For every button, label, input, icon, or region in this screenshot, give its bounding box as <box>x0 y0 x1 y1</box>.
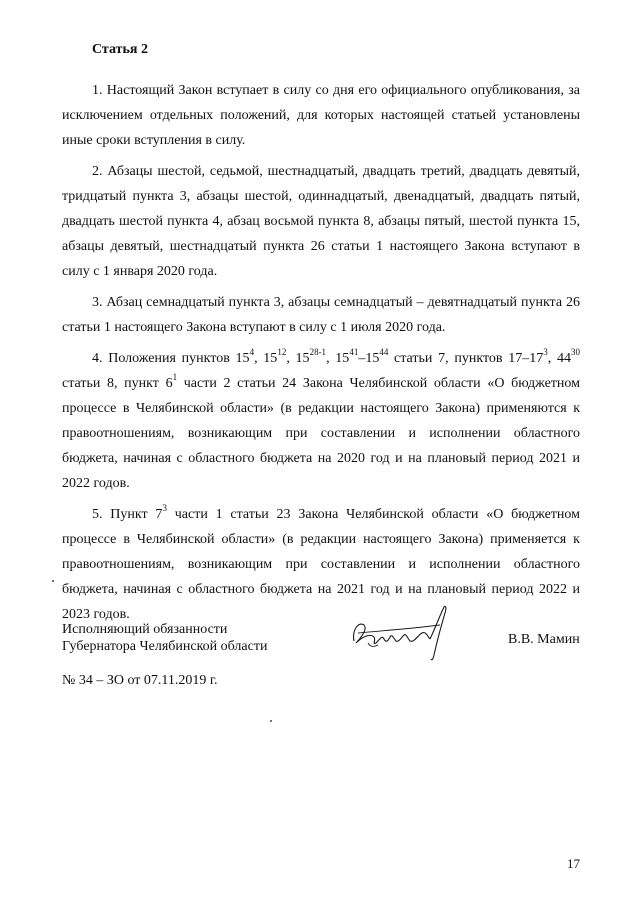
scan-speck <box>52 580 54 582</box>
paragraph-1: 1. Настоящий Закон вступает в силу со дня его официального опубликования, за исключением отдельных положений, для которых настоящей статьей установлены иные сроки вступления в силу. <box>62 83 580 148</box>
p4-sup-3: 28-1 <box>309 347 327 358</box>
p4-text-1: 4. Положения пунктов 15 <box>92 351 250 366</box>
paragraph-3: 3. Абзац семнадцатый пункта 3, абзацы семнадцатый – девятнадцатый пункта 26 статьи 1 настоящего Закона вступают в силу с 1 июля 2020 года. <box>62 295 580 335</box>
p4-text-9: части 2 статьи 24 Закона Челябинской области «О бюджетном процессе в Челябинской области» (в редакции настоящего Закона) применяются к правоотношениям, возникающим при составлении и исполнении областного бюджета, начиная с областного бюджета на 2020 год и на плановый период 2021 и 2022 годов. <box>62 376 580 491</box>
p4-text-7: , 44 <box>547 351 572 366</box>
p4-text-4: , 15 <box>326 351 350 366</box>
article-body <box>62 78 580 633</box>
paragraph-2: 2. Абзацы шестой, седьмой, шестнадцатый, двадцать третий, двадцать девятый, тридцатый пункта 3, абзацы шестой, одиннадцатый, двенадцатый, двадцать пятый, двадцать шестой пункта 4, абзац восьмой пункта 8, абзацы пятый, шестой пункта 15, абзацы девятый, шестнадцатый пункта 26 статьи 1 настоящего Закона вступают в силу с 1 января 2020 года. <box>62 164 580 279</box>
p4-sup-4: 41 <box>349 347 359 358</box>
p5-text-2: части 1 статьи 23 Закона Челябинской области «О бюджетном процессе в Челябинской области» (в редакции настоящего Закона) применяется к правоотношениям, возникающим при составлении и исполнении областного бюджета, начиная с областного бюджета на 2021 год и на плановый период 2022 и 2023 годов. <box>62 507 581 622</box>
article-heading: Статья 2 <box>92 42 148 57</box>
paragraph-5 <box>62 502 580 627</box>
p4-sup-2: 12 <box>277 347 287 358</box>
position-line-2: Губернатора Челябинской области <box>62 639 268 654</box>
signer-name: В.В. Мамин <box>508 632 580 647</box>
p4-sup-8: 1 <box>172 372 178 383</box>
signatory-position <box>62 621 267 655</box>
p4-text-3: , 15 <box>286 351 310 366</box>
p4-sup-1: 4 <box>249 347 255 358</box>
p4-text-8: статьи 8, пункт 6 <box>62 376 173 391</box>
paragraph-4 <box>62 346 580 496</box>
p5-text-1: 5. Пункт 7 <box>92 507 163 522</box>
p5-sup-1: 3 <box>162 503 167 514</box>
scan-speck <box>270 720 272 722</box>
handwritten-signature <box>348 603 458 663</box>
page-number: 17 <box>567 856 580 871</box>
p4-sup-5: 44 <box>379 347 389 358</box>
p4-text-5: –15 <box>358 351 380 366</box>
p4-sup-6: 3 <box>543 347 548 358</box>
p4-sup-7: 30 <box>571 347 581 358</box>
p4-text-6: статьи 7, пунктов 17–17 <box>388 351 544 366</box>
document-number: № 34 – ЗО от 07.11.2019 г. <box>62 673 218 688</box>
p4-text-2: , 15 <box>254 351 278 366</box>
position-line-1: Исполняющий обязанности <box>62 622 228 637</box>
